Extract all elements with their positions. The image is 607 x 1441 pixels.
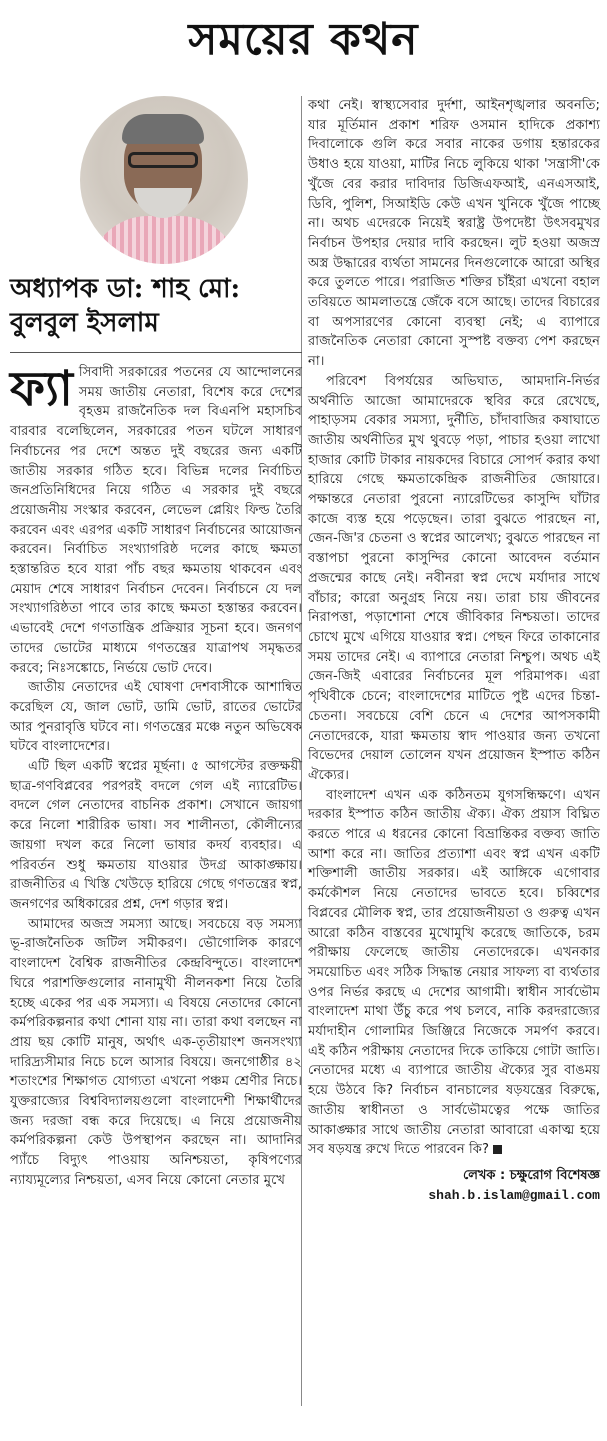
- right-column: [308, 96, 600, 1205]
- author-name: অধ্যাপক ডা: শাহ মো: বুলবুল ইসলাম: [10, 274, 241, 338]
- column-masthead: [0, 0, 607, 72]
- author-separator: [10, 352, 302, 353]
- author-email[interactable]: shah.b.islam@gmail.com: [428, 1187, 600, 1203]
- article-paragraph: বাংলাদেশ এখন এক কঠিনতম যুগসন্ধিক্ষণে। এখন দরকার ইস্পাত কঠিন জাতীয় ঐক্য। ঐক্য প্রয়াস বিঘ্নিত করতে পারে এ ধরনের কোনো বিভ্রান্তিকর বক্তব্য জাতি আশা করে না। জাতির প্রত্যাশা এবং স্বপ্ন এখন একটি শক্তিশালী জাতীয় সরকার। এই আঙ্গিকে এগোবার কর্মকৌশল নিয়ে নেতাদের ভাবতে হবে। চব্বিশের বিপ্লবের মৌলিক স্বপ্ন, তার প্রয়োজনীয়তা ও গুরুত্ব এখন আরো কঠিন বাস্তবের মুখোমুখি করেছে জাতিকে, চরম পরীক্ষায় ফেলেছে জাতীয় নেতাদেরকে। এখনকার সময়োচিত এবং সঠিক সিদ্ধান্ত নেয়ার সাফল্য বা ব্যর্থতার ওপর নির্ভর করছে এ দেশের আগামী। স্বাধীন সার্বভৌম বাংলাদেশ মাথা উঁচু করে পথ চলবে, নাকি করদরাজ্যের মর্যাদাহীন গোলামির জিঞ্জিরে নিজেকে সমর্পণ করবে। এই কঠিন পরীক্ষায় নেতাদের দিকে তাকিয়ে গোটা জাতি। নেতাদের মধ্যে এ ব্যাপারে জাতীয় ঐক্যের সুর বাঙময় হয়ে উঠবে কি? নির্বাচন বানচালের ষড়যন্ত্রের বিরুদ্ধে, জাতীয় স্বাধীনতা ও সার্বভৌমত্বের পক্ষে জাতির আকাঙ্ক্ষার সাথে জাতীয় নেতারা আবারো একাত্ম হয়ে সব ষড়যন্ত্র রুখে দিতে পারবেন কি?: [308, 787, 600, 1158]
- left-column: [10, 96, 302, 1191]
- end-mark-icon: [493, 1145, 502, 1154]
- author-byline: লেখক : চক্ষুরোগ বিশেষজ্ঞ: [462, 1167, 600, 1183]
- column-title: সময়ের কথন: [188, 14, 419, 65]
- article-paragraph: কথা নেই। স্বাস্থ্যসেবার দুর্দশা, আইনশৃঙ্খলার অবনতি; যার মূর্তিমান প্রকাশ শরিফ ওসমান হাদিকে প্রকাশ্য দিবালোকে গুলি করে সবার নাকের ডগায় হন্তারকের উধাও হয়ে যাওয়া, মাটির নিচে লুকিয়ে থাকা 'সন্ত্রাসী'কে খুঁজে বের করার দাবিদার ডিজিএফআই, এনএসআই, ডিবি, পুলিশ, সিআইডি কেউ এখন খুনিকে খুঁজে পাচ্ছে না। অথচ এদেরকে নিয়েই স্বরাষ্ট্র উপদেষ্টা উৎসবমুখর নির্বাচন উপহার দেয়ার দাবি করছেন। লুট হওয়া অজস্র অস্ত্র উদ্ধারের ব্যর্থতা সামনের দিনগুলোকে আরো অস্থির করে তুলতে পারে। পরাজিত শক্তির চাঁইরা এখনো বহাল তবিয়তে আমলাতন্ত্রে জেঁকে বসে আছে। তাদের বিচারের বা অপসারণের কোনো ব্যবস্থা নেই; এ ব্যাপারে রাজনৈতিক নেতারা কোনো সুস্পষ্ট বক্তব্য পেশ করছেন না।: [308, 98, 600, 370]
- author-photo: [80, 96, 248, 264]
- article-paragraph: জাতীয় নেতাদের এই ঘোষণা দেশবাসীকে আশান্বিত করেছিল যে, জাল ভোট, ডামি ভোট, রাতের ভোটের আর পুনরাবৃত্তি ঘটবে না। গণতন্ত্রের মঞ্চে নতুন অভিষেক ঘটবে বাংলাদেশের।: [10, 680, 302, 755]
- article-paragraph: ফ্যা সিবাদী সরকারের পতনের যে আন্দোলনের সময় জাতীয় নেতারা, বিশেষ করে দেশের বৃহত্তম রাজনৈতিক দল বিএনপি মহাসচিব বারবার বলেছিলেন, সরকারের পতন ঘটলে সাধারণ নির্বাচনের পর দেশে অন্তত দুই বছরের জন্য একটি জাতীয় সরকার গঠিত হবে। বিভিন্ন দলের নির্বাচিত জনপ্রতিনিধিদের নিয়ে গঠিত এ সরকার দুই বছরে প্রয়োজনীয় সংস্কার করবেন, লেভেল প্লেয়িং ফিল্ড তৈরি করবেন এবং এরপর একটি সাধারণ নির্বাচনের আয়োজন করবেন। নির্বাচিত সংখ্যাগরিষ্ঠ দলের কাছে ক্ষমতা হস্তান্তরিত হবে যারা পাঁচ বছর ক্ষমতায় থাকবেন এবং মেয়াদ শেষে সাধারণ নির্বাচন দেবেন। নির্বাচনে যে দল সংখ্যাগরিষ্ঠতা পাবে তার কাছে ক্ষমতা হস্তান্তর করবেন। এভাবেই দেশে গণতান্ত্রিক প্রক্রিয়ার সূচনা হবে। জনগণ তাদের ভোটের মাধ্যমে গণতন্ত্রের যাত্রাপথ সমৃদ্ধতর করবে; নিঃসঙ্কোচে, নির্ভয়ে ভোট দেবে।: [10, 361, 302, 676]
- article-paragraph: এটি ছিল একটি স্বপ্নের মূর্ছনা। ৫ আগস্টের রক্তক্ষয়ী ছাত্র-গণবিপ্লবের পরপরই বদলে গেল এই ন্যারেটিভ। বদলে গেল নেতাদের বাচনিক প্রকাশ। সেখানে জায়গা করে নিলো শারীরিক ভাষা। সব শালীনতা, কৌলীন্যের জায়গা দখল করে নিলো ভাষার কদর্য ব্যবহার। এ পরিবর্তন শুধু ক্ষমতায় যাওয়ার উদগ্র আকাঙ্ক্ষায়। রাজনীতির এ খিস্তি খেউড়ে হারিয়ে গেছে গণতন্ত্রের স্বপ্ন, জনগণের অধিকারের প্রশ্ন, দেশ গড়ার স্বপ্ন।: [10, 759, 302, 912]
- article-paragraph: আমাদের অজস্র সমস্যা আছে। সবচেয়ে বড় সমস্যা ভূ-রাজনৈতিক জটিল সমীকরণ। ভৌগোলিক কারণে বাংলাদেশ বৈশ্বিক রাজনীতির কেন্দ্রবিন্দুতে। বাংলাদেশ ঘিরে পরাশক্তিগুলোর নানামুখী নীলনকশা নিয়ে তৈরি হচ্ছে একের পর এক সমস্যা। এ বিষয়ে নেতাদের কোনো কর্মপরিকল্পনার কথা শোনা যায় না। তারা কথা বলছেন না প্রায় ছয় কোটি মানুষ, অর্থাৎ এক-তৃতীয়াংশ জনসংখ্যা দারিদ্র্যসীমার নিচে চলে আসার বিষয়ে। জনগোষ্ঠীর ৪২ শতাংশের শিক্ষাগত যোগ্যতা এখনো পঞ্চম শ্রেণীর নিচে। যুক্তরাজ্যের বিশ্ববিদ্যালয়গুলো বাংলাদেশী শিক্ষার্থীদের জন্য দরজা বন্ধ করে দিয়েছে। এ নিয়ে প্রয়োজনীয় কর্মপরিকল্পনা কেউ উপস্থাপন করছেন না। আদানির প্যাঁচে বিদ্যুৎ পাওয়ায় অনিশ্চয়তা, কৃষিপণ্যের ন্যায্যমূল্যের নিশ্চয়তা, এসব নিয়ে কোনো নেতার মুখে: [10, 916, 302, 1188]
- drop-cap: ফ্যা: [10, 361, 73, 417]
- article-paragraph: পরিবেশ বিপর্যয়ের অভিঘাত, আমদানি-নির্ভর অর্থনীতি আজো আমাদেরকে স্থবির করে রেখেছে, পাহাড়সম বেকার সমস্যা, দুর্নীতি, চাঁদাবাজির কষাঘাতে জাতীয় অর্থনীতির মুখ থুবড়ে পড়া, পাচার হওয়া লাখো হাজার কোটি টাকার নায়কদের বিচারে সোপর্দ করার কথা হারিয়ে গেছে ক্ষমতাকেন্দ্রিক রাজনীতির জোয়ারে। পক্ষান্তরে নেতারা পুরনো ন্যারেটিভের কাসুন্দি ঘাঁটার কাজে ব্যস্ত হয়ে পড়েছেন। তারা বুঝতে পারছেন না, জেন-জি'র চেতনা ও স্বপ্নের আলেখ্য; বুঝতে পারছেন না বস্তাপচা পুরনো কাসুন্দির কোনো আবেদন বর্তমান প্রজন্মের কাছে নেই। নবীনরা স্বপ্ন দেখে মর্যাদার সাথে বাঁচার; কারো অনুগ্রহ নিয়ে নয়। তারা চায় জীবনের নিরাপত্তা, পড়াশোনা শেষে জীবিকার নিশ্চয়তা। তাদের চোখে মুখে এগিয়ে যাওয়ার স্বপ্ন। পেছন ফিরে তাকানোর সময় তাদের নেই। এ ব্যাপারে নেতারা নিশ্চুপ। অথচ এই জেন-জিই এবারের নির্বাচনের মূল পরিমাপক। এরা পৃথিবীকে চেনে; বাংলাদেশের মাটিতে পুষ্ট এদের চিন্তা-চেতনা। সবচেয়ে বেশি চেনে এ দেশের আপসকামী নেতাদেরকে, যারা ক্ষমতায় স্বাদ পাওয়ার জন্য তখনো বিভেদের দেয়াল তোলেন যখন প্রয়োজন ইস্পাত কঠিন ঐক্যের।: [308, 373, 600, 783]
